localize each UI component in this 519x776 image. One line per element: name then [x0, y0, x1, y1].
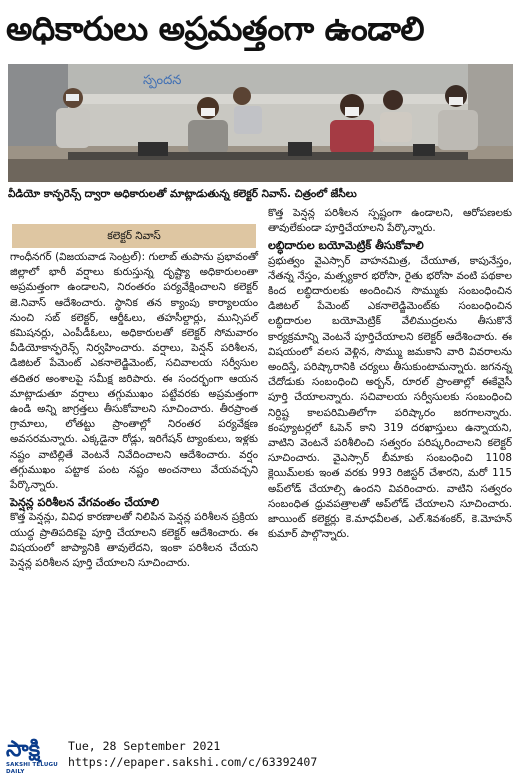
photo-caption: వీడియో కాన్ఫరెన్స్ ద్వారా అధికారులతో మాట్లాడుతున్న కలెక్టర్ నివాస్. చిత్రంలో జేసీలు	[8, 188, 357, 200]
byline: కలెక్టర్ నివాస్	[12, 224, 256, 248]
publication-date: Tue, 28 September 2021	[68, 739, 221, 753]
headline: అధికారులు అప్రమత్తంగా ఉండాలి	[6, 9, 425, 48]
footer-meta	[68, 738, 368, 770]
article-paragraph: గాంధీనగర్ (విజయవాడ సెంట్రల్): గులాబ్ తుపాను ప్రభావంతో జిల్లాలో భారీ వర్షాలు కురుస్తున్న దృష్ట్యా అధికారులంతా అప్రమత్తంగా ఉండాలని, నిరంతరం పర్యవేక్షించాలని కలెక్టర్ జె.నివాస్ ఆదేశించారు. స్థానిక తన క్యాంపు కార్యాలయం నుంచి సబ్ కలెక్టర్, ఆర్డీఓలు, తహసీల్దార్లు, మున్సిపల్ కమిషనర్లు, ఎంపీడీఓలు, అధికారులతో కలెక్టర్ సోమవారం వీడియోకాన్ఫరెన్స్ నిర్వహించారు. వర్షాలు, పెన్షన్ పరిశీలన, డిజిటల్ పేమెంట్ ఎకనాలెడ్జిమెంట్, సచివాలయ సర్వీసుల తదితర అంశాలపై సమీక్ష జరిపారు. ఈ సందర్భంగా ఆయన మాట్లాడుతూ వర్షాలు తగ్గుముఖం పట్టేవరకు అప్రమత్తంగా ఉండి అన్ని జాగ్రత్తలు తీసుకోవాలని సూచించారు. తీరప్రాంత గ్రామాలు, లోతట్టు ప్రాంతాల్లో నిరంతర పర్యవేక్షణ అవసరమన్నారు. ఎక్కడైనా రోడ్లు, ఇరిగేషన్ ట్యాంకులు, ఇళ్లకు నష్టం వాటిల్లితే వెంటనే నివేదించాలని ఆదేశించారు. వర్షం తగ్గుముఖం పట్టాక పంట నష్టం అంచనాలు వేయవచ్చని పేర్కొన్నారు.	[10, 251, 258, 492]
video-conference-photo	[8, 64, 513, 182]
logo-text: సాక్షి	[6, 737, 41, 762]
article-paragraph: ప్రభుత్వం వైఎస్సార్ వాహనమిత్ర, చేయూత, కాపునేస్తం, నేతన్న నేస్తం, మత్స్యకార భరోసా, రైతు భరోసా వంటి పథకాల కింద లబ్ధిదారులకు అందించిన సొమ్ముకు సంబంధించిన డిజిటల్ పేమెంట్ ఎకనాలెడ్జిమెంట్‌కు సంబంధించిన లబ్ధిదారుల బయోమెట్రిక్ వేలిముద్రలను తీసుకొనే కార్యక్రమాన్ని వెంటనే పూర్తిచేయాలని కలెక్టర్ ఆదేశించారు. ఈ విషయంలో వలస వెళ్లిన, సొమ్ము జమకాని వారి వివరాలను అందిస్తే, పరిష్కారానికి చర్యలు తీసుకుంటామన్నారు. జగనన్న చేదోడుకు సంబంధించి అర్బన్, రూరల్ ప్రాంతాల్లో ఈకేవైసీ పూర్తి చేయాలన్నారు. సచివాలయ సర్వీసులకు సంబంధించి నిర్దిష్ట కాలపరిమితిలోగా పరిష్కారం జరగాలన్నారు. కంప్యూటర్లలో ఓపెన్ కాని 319 దరఖాస్తులు ఉన్నాయని, వాటిని వెంటనే పరిశీలించి సత్వరం పరిష్కరించాలని కలెక్టర్ సూచించారు. వైఎస్సార్ బీమాకు సంబంధించి 1108 క్లెయిమ్‌లకు ఇంత వరకు 993 రిజిస్టర్ చేశారని, మరో 115 అప్‌లోడ్ చేయాల్సి ఉందని వివరించారు. వాటిని సత్వరం సంబంధిత ధ్రువపత్రాలతో అప్‌లోడ్ చేయాలని సూచించారు. జాయింట్ కలెక్టర్లు కె.మాధవీలత, ఎల్.శివశంకర్, కె.మోహన్ కుమార్ పాల్గొన్నారు.	[268, 254, 512, 541]
epaper-url[interactable]: https://epaper.sakshi.com/c/63392407	[68, 755, 318, 769]
article-column-left	[10, 206, 258, 744]
article-paragraph: కొత్త పెన్షన్ల పరిశీలన స్పష్టంగా ఉండాలని, ఆరోపణలకు తావులేకుండా పూర్తిచేయాలని పేర్కొన్నారు.	[268, 207, 512, 235]
news-photo	[8, 64, 513, 182]
article-subhead: పెన్షన్ల పరిశీలన వేగవంతం చేయాలి	[10, 496, 160, 510]
photo-banner-text: స్పందన	[143, 73, 182, 88]
article-paragraph: కొత్త పెన్షన్లు, వివిధ కారణాలతో నిలిపిన పెన్షన్ల పరిశీలన ప్రక్రియ యుద్ధ ప్రాతిపదికపై పూర్తి చేయాలని కలెక్టర్ ఆదేశించారు. ఈ విషయంలో జాప్యానికి తావులేదని, ఇంకా పరిశీలన చేయని పెన్షన్ల పరిశీలన పూర్తి చేయాలని సూచించారు.	[10, 511, 258, 570]
sakshi-logo	[4, 737, 60, 775]
logo-subtitle: SAKSHI TELUGU DAILY	[6, 762, 58, 775]
epaper-footer	[0, 738, 519, 773]
article-column-right	[268, 206, 512, 744]
article-subhead: లబ్ధిదారుల బయోమెట్రిక్ తీసుకోవాలి	[268, 239, 424, 253]
